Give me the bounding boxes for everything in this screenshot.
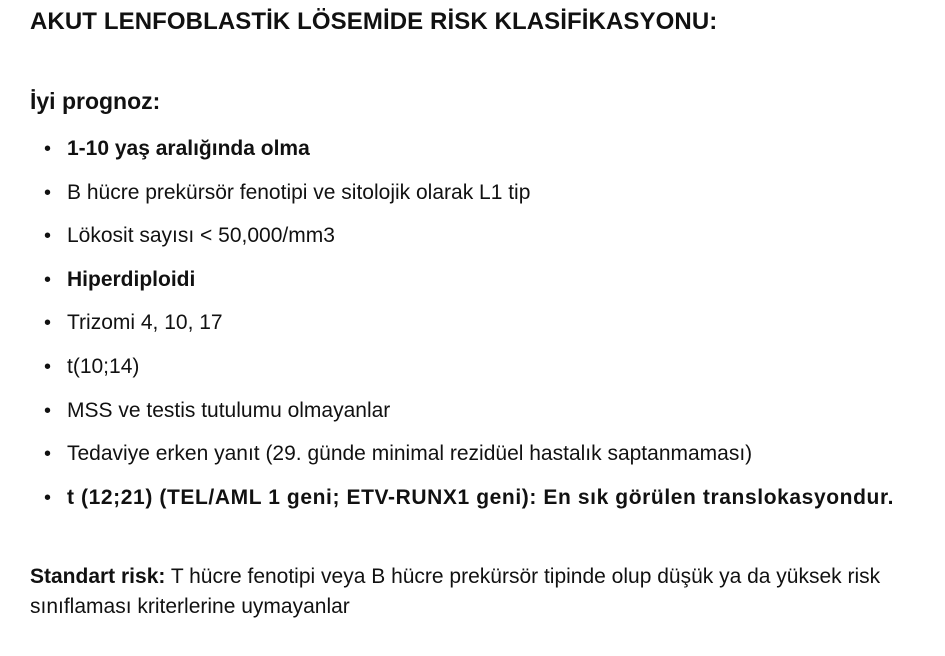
standard-risk-text: T hücre fenotipi veya B hücre prekürsör tipinde olup düşük ya da yüksek risk sınıflaması kriterlerine uymayanlar xyxy=(30,565,881,618)
list-item-text: Lökosit sayısı < 50,000/mm3 xyxy=(67,224,335,248)
list-item xyxy=(30,396,920,440)
bullet-icon: • xyxy=(44,268,52,291)
list-item xyxy=(30,439,920,483)
list-item xyxy=(30,483,920,513)
bullet-icon: • xyxy=(44,443,52,466)
list-item-text: MSS ve testis tutulumu olmayanlar xyxy=(67,398,391,422)
list-item xyxy=(30,221,920,265)
list-item xyxy=(30,134,920,178)
list-item xyxy=(30,178,920,222)
bullet-icon: • xyxy=(44,486,52,509)
list-item xyxy=(30,265,920,309)
standard-risk-label: Standart risk: xyxy=(30,565,166,588)
good-prognosis-heading: İyi prognoz: xyxy=(30,88,161,114)
standard-risk-paragraph xyxy=(30,562,920,622)
bullet-icon: • xyxy=(44,138,52,160)
list-item xyxy=(30,308,920,352)
list-item xyxy=(30,352,920,396)
list-item-text: Hiperdiploidi xyxy=(67,267,196,291)
page-title: AKUT LENFOBLASTİK LÖSEMİDE RİSK KLASİFİKASYONU: xyxy=(30,8,718,35)
bullet-icon: • xyxy=(44,355,52,378)
list-item-text: Tedaviye erken yanıt (29. günde minimal rezidüel hastalık saptanmaması) xyxy=(67,442,753,466)
list-item-text: t (12;21) (TEL/AML 1 geni; ETV-RUNX1 geni): En sık görülen translokasyondur. xyxy=(67,485,894,509)
list-item-text: B hücre prekürsör fenotipi ve sitolojik olarak L1 tip xyxy=(67,180,531,204)
bullet-icon: • xyxy=(44,181,52,204)
bullet-icon: • xyxy=(44,225,52,248)
bullet-icon: • xyxy=(44,312,52,335)
list-item-text: Trizomi 4, 10, 17 xyxy=(67,311,223,335)
document-page xyxy=(30,0,920,656)
list-item-text: 1-10 yaş aralığında olma xyxy=(67,137,310,160)
list-item-text: t(10;14) xyxy=(67,354,140,378)
good-prognosis-list xyxy=(30,134,920,513)
bullet-icon: • xyxy=(44,399,52,422)
